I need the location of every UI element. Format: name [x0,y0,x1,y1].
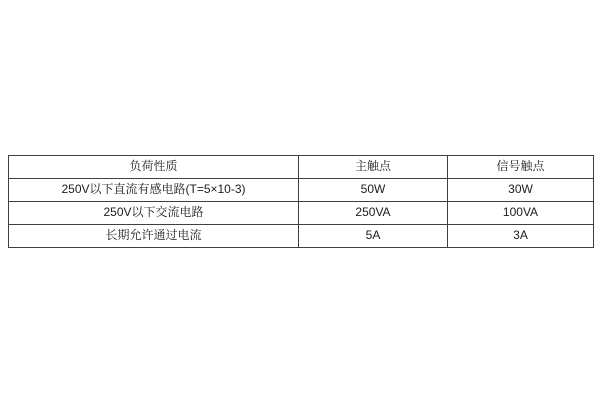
cell-main-contact-value: 50W [299,179,448,202]
col-header-load-nature: 负荷性质 [9,156,299,179]
col-header-main-contact: 主触点 [299,156,448,179]
cell-signal-contact-value: 100VA [448,202,594,225]
table-row-dc-inductive [9,179,594,202]
cell-main-contact-value: 5A [299,225,448,248]
cell-load-type: 长期允许通过电流 [9,225,299,248]
cell-main-contact-value: 250VA [299,202,448,225]
table-row-long-term-current [9,225,594,248]
col-header-signal-contact: 信号触点 [448,156,594,179]
cell-load-type: 250V以下直流有感电路(T=5×10-3) [9,179,299,202]
cell-signal-contact-value: 3A [448,225,594,248]
cell-signal-contact-value: 30W [448,179,594,202]
load-spec-table [8,155,594,248]
table-header-row [9,156,594,179]
table-row-ac-circuit [9,202,594,225]
cell-load-type: 250V以下交流电路 [9,202,299,225]
